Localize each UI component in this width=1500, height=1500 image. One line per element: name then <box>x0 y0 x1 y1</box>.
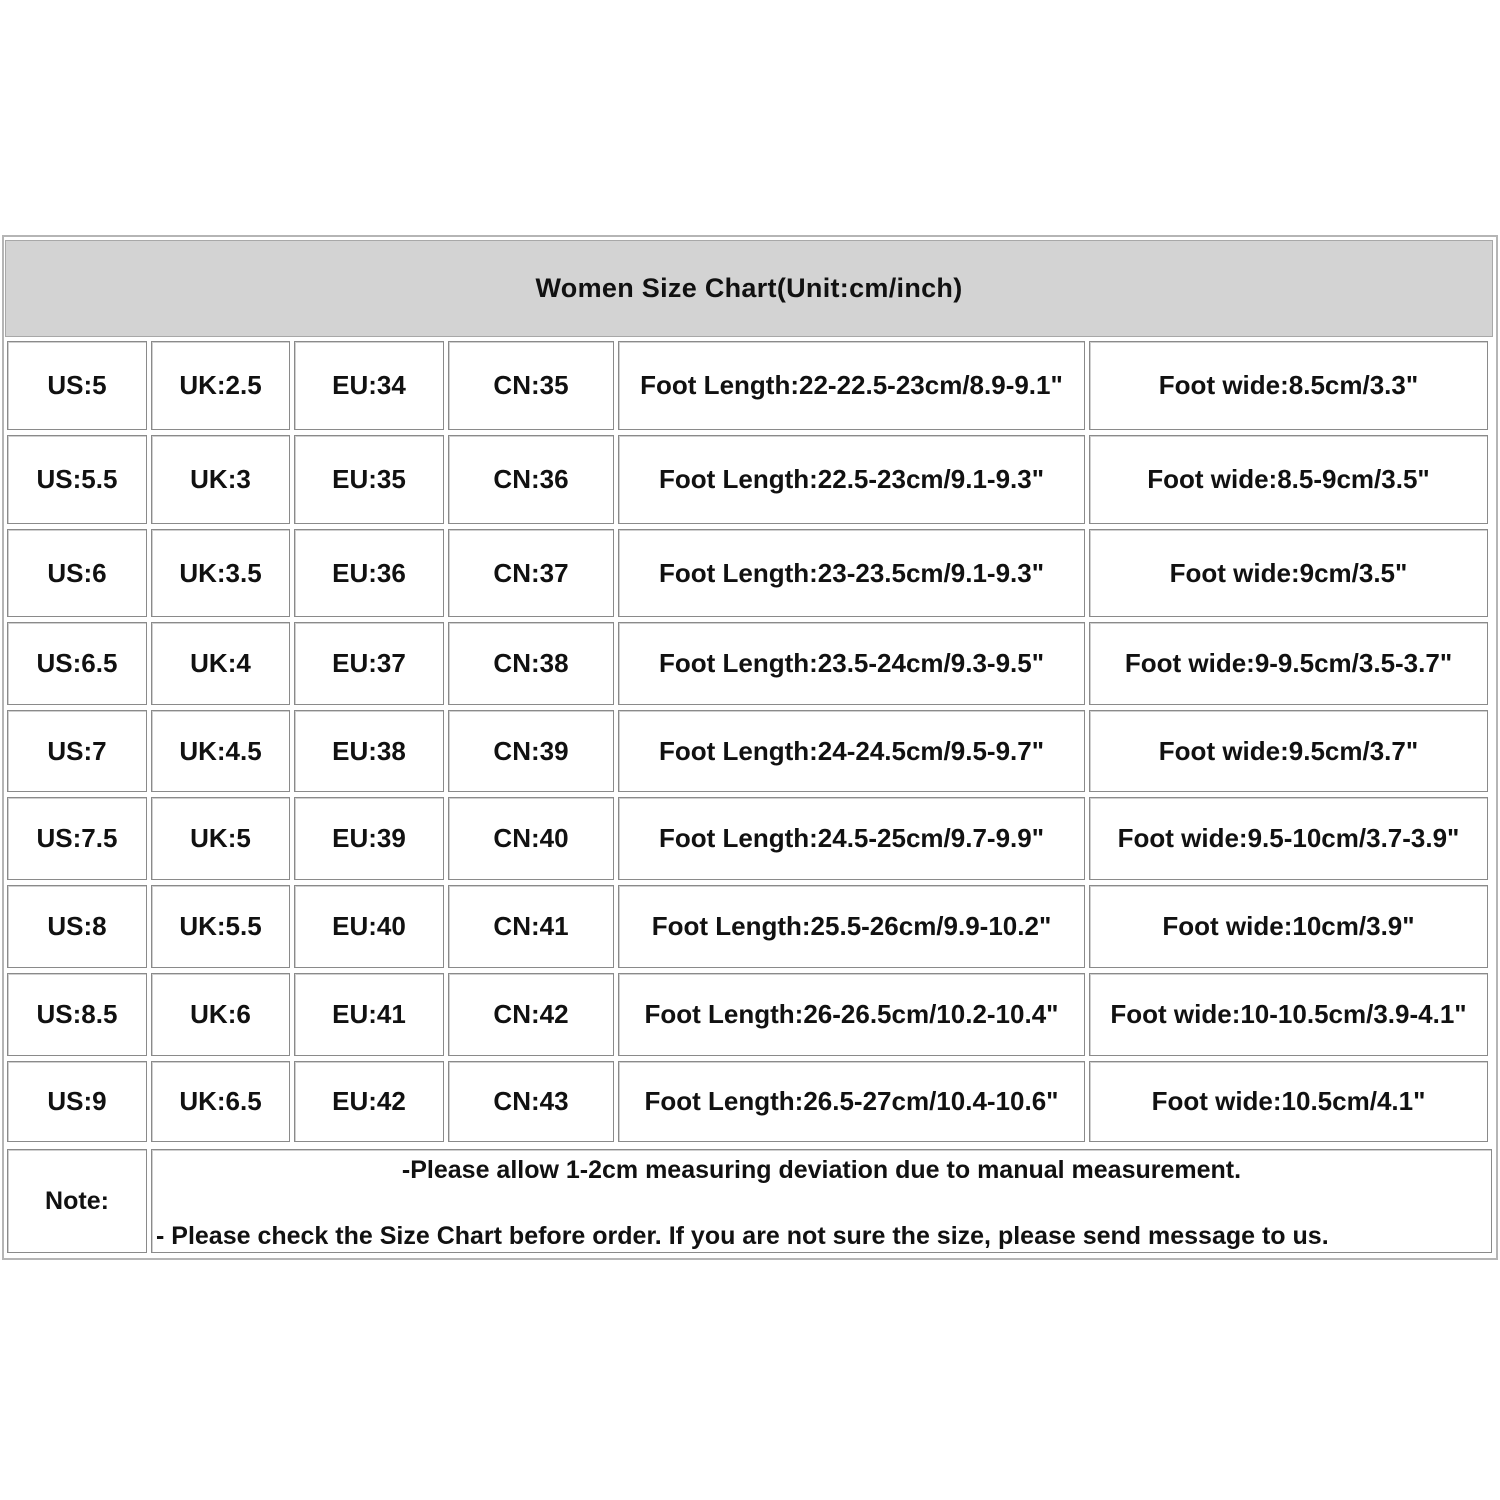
eu-size-cell: EU:41 <box>294 973 444 1056</box>
note-text <box>151 1149 1492 1253</box>
foot-wide-cell: Foot wide:10cm/3.9" <box>1089 885 1488 968</box>
uk-size-cell: UK:6.5 <box>151 1061 290 1142</box>
us-size-cell: US:5 <box>7 341 147 430</box>
eu-size-cell: EU:40 <box>294 885 444 968</box>
cn-size-cell: CN:43 <box>448 1061 614 1142</box>
cn-size-cell: CN:41 <box>448 885 614 968</box>
foot-length-cell: Foot Length:24-24.5cm/9.5-9.7" <box>618 710 1085 792</box>
foot-wide-cell: Foot wide:8.5cm/3.3" <box>1089 341 1488 430</box>
foot-length-cell: Foot Length:22-22.5-23cm/8.9-9.1" <box>618 341 1085 430</box>
foot-wide-cell: Foot wide:10.5cm/4.1" <box>1089 1061 1488 1142</box>
uk-size-cell: UK:3.5 <box>151 529 290 617</box>
us-size-cell: US:7 <box>7 710 147 792</box>
cn-size-cell: CN:42 <box>448 973 614 1056</box>
uk-size-cell: UK:4.5 <box>151 710 290 792</box>
eu-size-cell: EU:35 <box>294 435 444 524</box>
foot-length-cell: Foot Length:23.5-24cm/9.3-9.5" <box>618 622 1085 705</box>
foot-wide-cell: Foot wide:9-9.5cm/3.5-3.7" <box>1089 622 1488 705</box>
eu-size-cell: EU:42 <box>294 1061 444 1142</box>
note-line-2: - Please check the Size Chart before order. If you are not sure the size, please send message to us. <box>156 1222 1329 1250</box>
foot-length-cell: Foot Length:26-26.5cm/10.2-10.4" <box>618 973 1085 1056</box>
cn-size-cell: CN:39 <box>448 710 614 792</box>
eu-size-cell: EU:38 <box>294 710 444 792</box>
cn-size-cell: CN:38 <box>448 622 614 705</box>
chart-title: Women Size Chart(Unit:cm/inch) <box>5 240 1493 337</box>
us-size-cell: US:6 <box>7 529 147 617</box>
cn-size-cell: CN:36 <box>448 435 614 524</box>
cn-size-cell: CN:35 <box>448 341 614 430</box>
uk-size-cell: UK:4 <box>151 622 290 705</box>
us-size-cell: US:8.5 <box>7 973 147 1056</box>
uk-size-cell: UK:5 <box>151 797 290 880</box>
us-size-cell: US:8 <box>7 885 147 968</box>
foot-wide-cell: Foot wide:9cm/3.5" <box>1089 529 1488 617</box>
eu-size-cell: EU:36 <box>294 529 444 617</box>
cn-size-cell: CN:37 <box>448 529 614 617</box>
foot-wide-cell: Foot wide:8.5-9cm/3.5" <box>1089 435 1488 524</box>
eu-size-cell: EU:37 <box>294 622 444 705</box>
foot-length-cell: Foot Length:22.5-23cm/9.1-9.3" <box>618 435 1085 524</box>
note-label: Note: <box>7 1149 147 1253</box>
eu-size-cell: EU:34 <box>294 341 444 430</box>
uk-size-cell: UK:5.5 <box>151 885 290 968</box>
cn-size-cell: CN:40 <box>448 797 614 880</box>
us-size-cell: US:7.5 <box>7 797 147 880</box>
us-size-cell: US:5.5 <box>7 435 147 524</box>
foot-wide-cell: Foot wide:9.5cm/3.7" <box>1089 710 1488 792</box>
note-line-1: -Please allow 1-2cm measuring deviation due to manual measurement. <box>401 1156 1242 1184</box>
us-size-cell: US:6.5 <box>7 622 147 705</box>
uk-size-cell: UK:2.5 <box>151 341 290 430</box>
eu-size-cell: EU:39 <box>294 797 444 880</box>
foot-length-cell: Foot Length:26.5-27cm/10.4-10.6" <box>618 1061 1085 1142</box>
foot-length-cell: Foot Length:24.5-25cm/9.7-9.9" <box>618 797 1085 880</box>
us-size-cell: US:9 <box>7 1061 147 1142</box>
foot-wide-cell: Foot wide:10-10.5cm/3.9-4.1" <box>1089 973 1488 1056</box>
foot-wide-cell: Foot wide:9.5-10cm/3.7-3.9" <box>1089 797 1488 880</box>
uk-size-cell: UK:3 <box>151 435 290 524</box>
uk-size-cell: UK:6 <box>151 973 290 1056</box>
foot-length-cell: Foot Length:25.5-26cm/9.9-10.2" <box>618 885 1085 968</box>
foot-length-cell: Foot Length:23-23.5cm/9.1-9.3" <box>618 529 1085 617</box>
